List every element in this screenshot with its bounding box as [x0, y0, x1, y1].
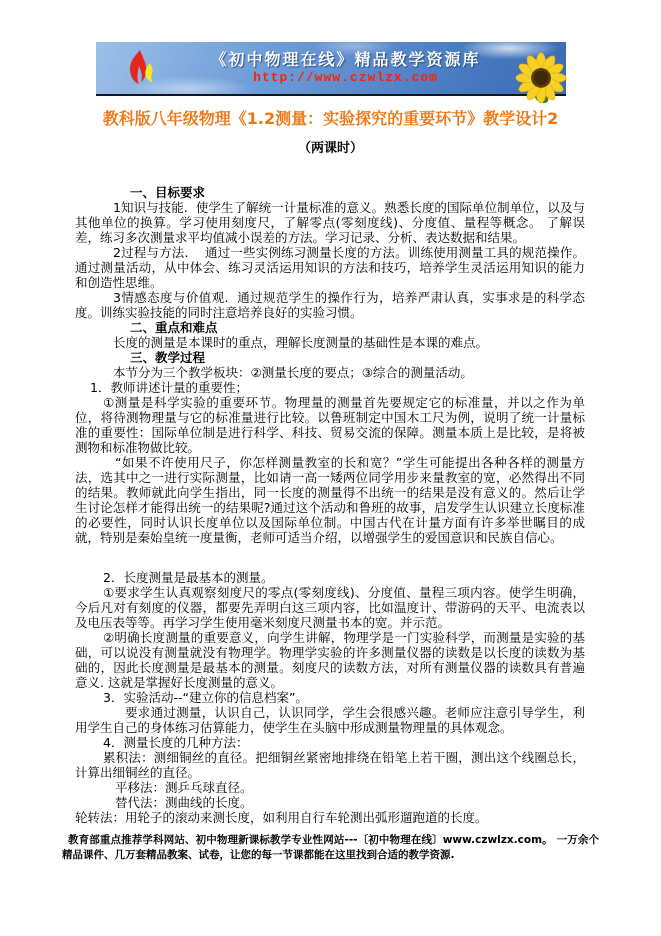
- sunflower-icon: [513, 50, 569, 104]
- footer-promo-text: 教育部重点推荐学科网站、初中物理新课标教学专业性网站---〔初中物理在线〕www.czwlzx.com。 一万余个精品课件、几万套精品教案、试卷，让您的每一节课都能在这里找到合适的教学资源.: [62, 834, 599, 861]
- paragraph-knowledge: 1知识与技能. 使学生了解统一计量标准的意义。熟悉长度的国际单位制单位，以及与其他单位的换算。学习使用刻度尺，了解零点(零刻度线)、分度值、量程等概念。 了解误差，练习多次测量求平均值减小误差的方法。学习记录、分析、表达数据和结果。: [75, 200, 585, 245]
- paragraph-blocks: 本节分为三个教学板块：②测量长度的要点；③综合的测量活动。: [113, 365, 473, 380]
- section-heading-keypoints: 二、重点和难点: [130, 320, 218, 335]
- site-url-link[interactable]: http://www.czwlzx.com: [253, 70, 438, 85]
- paragraph-item2-sub2: ②明确长度测量的重要意义，向学生讲解，物理学是一门实验科学，而测量是实验的基础，可以说没有测量就没有物理学。物理学实验的许多测量仪器的读数是以长度的读数为基础的，因此长度测量是最基本的测量。刻度尺的读数方法，对所有测量仪器的读数具有普遍意义. 这就是掌握好长度测量的意义。: [75, 630, 585, 690]
- paragraph-emotion: 3情感态度与价值观. 通过规范学生的操作行为，培养严肃认真，实事求是的科学态度。训练实验技能的同时注意培养良好的实验习惯。: [75, 290, 585, 320]
- document-body: [75, 185, 589, 825]
- paragraph-method-tidai: 替代法：测曲线的长度。: [115, 795, 253, 810]
- paragraph-method-lunzhuan: 轮转法：用轮子的滚动来测长度，如利用自行车轮测出弧形遛跑道的长度。: [75, 810, 488, 825]
- paragraph-item1-sub2: “如果不许使用尺子，你怎样测量教室的长和宽？”学生可能提出各种各样的测量方法，选其中之一进行实际测量，比如请一高一矮两位同学用步来量教室的宽，必然得出不同的结果。教师就此向学生指出，同一长度的测量得不出统一的结果是没有意义的。然后让学生讨论怎样才能得出统一的结果呢?通过这个活动和鲁班的故事，启发学生认识建立长度标准的必要性，同时认识长度单位以及国际单位制。中国古代在计量方面有许多举世瞩目的成就，特别是秦始皇统一度量衡，老师可适当介绍，以增强学生的爱国意识和民族自信心。: [75, 455, 585, 545]
- document-page: [0, 42, 661, 936]
- site-title: 《初中物理在线》精品教学资源库: [210, 50, 481, 69]
- paragraph-process: 2过程与方法. 通过一些实例练习测量长度的方法。训练使用测量工具的规范操作。 通过测量活动，从中体会、练习灵活运用知识的方法和技巧，培养学生灵活运用知识的能力和创造性思维。: [75, 245, 589, 290]
- paragraph-item3: 3．实验活动--“建立你的信息档案”。: [103, 690, 308, 705]
- paragraph-item2: 2．长度测量是最基本的测量。: [103, 570, 274, 585]
- section-heading-process: 三、教学过程: [130, 350, 206, 365]
- paragraph-keypoints: 长度的测量是本课时的重点，理解长度测量的基础性是本课的难点。: [113, 335, 489, 350]
- document-subtitle: （两课时）: [297, 141, 363, 156]
- section-heading-goals: 一、目标要求: [130, 185, 206, 200]
- paragraph-method-leiji: 累积法：测细铜丝的直径。把细铜丝紧密地排绕在铅笔上若干圈，测出这个线圈总长，计算出细铜丝的直径。: [75, 750, 585, 780]
- paragraph-item1: 1．教师讲述计量的重要性；: [90, 380, 248, 395]
- paragraph-item2-sub1: ①要求学生认真观察刻度尺的零点(零刻度线)、分度值、量程三项内容。使学生明确，今后凡对有刻度的仪器，都要先弄明白这三项内容，比如温度计、带游码的天平、电流表以及电压表等等。再学习学生使用毫米刻度尺测量书本的宽。并示范。: [75, 585, 585, 630]
- banner-text-block: [196, 50, 496, 85]
- paragraph-method-pingyi: 平移法：测乒乓球直径。: [115, 780, 253, 795]
- flame-logo-icon: [120, 47, 164, 89]
- paragraph-item4: 4．测量长度的几种方法：: [103, 735, 249, 750]
- document-title: 教科版八年级物理《1.2测量：实验探究的重要环节》教学设计2: [102, 109, 559, 128]
- site-banner[interactable]: [96, 42, 566, 96]
- paragraph-item1-sub1: ①测量是科学实验的重要环节。物理量的测量首先要规定它的标准量，并以之作为单位，将待测物理量与它的标准量进行比较。以鲁班制定中国木工尺为例，说明了统一计量标准的重要性：国际单位制是进行科学、科技、贸易交流的保障。测量本质上是比较，是将被测物和标准物做比较。: [75, 395, 585, 455]
- paragraph-item3-sub1: 要求通过测量，认识自己，认识同学，学生会很感兴趣。老师应注意引导学生，利用学生自己的身体练习估算能力，使学生在头脑中形成测量物理量的具体观念。: [75, 705, 585, 735]
